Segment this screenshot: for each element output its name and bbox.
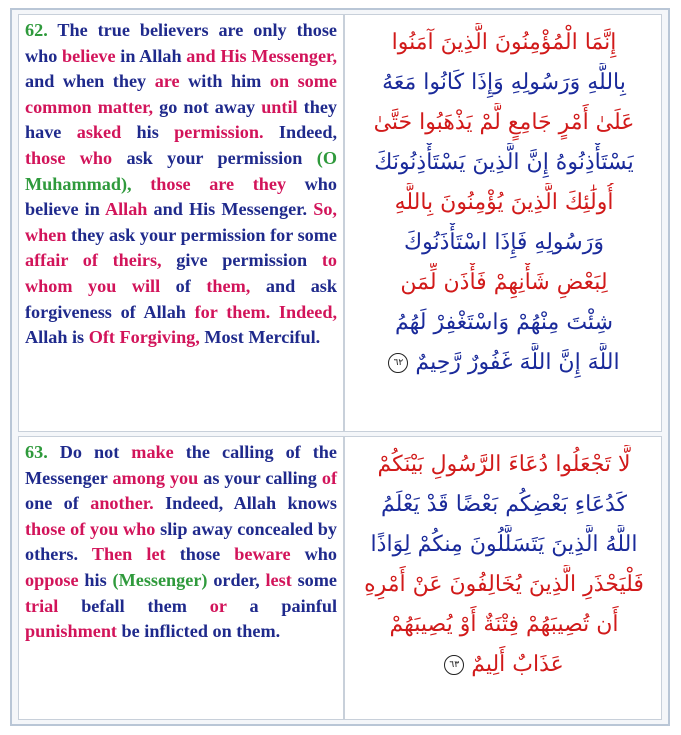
translation-segment: in Allah	[115, 45, 187, 66]
arabic-line	[357, 645, 651, 685]
translation-segment: them,	[206, 275, 251, 296]
translation-segment: his	[78, 569, 113, 590]
arabic-line	[357, 343, 651, 383]
arabic-line-text: عَذَابٌ أَلِيمٌ	[471, 652, 564, 677]
verse-end-marker: ٦٢	[388, 353, 408, 373]
translation-segment: Allah is	[25, 327, 89, 348]
arabic-line	[357, 303, 651, 343]
arabic-line	[357, 223, 651, 263]
arabic-line-text: أُولَٰئِكَ الَّذِينَ يُؤْمِنُونَ بِاللَّهِ	[394, 190, 614, 215]
arabic-line-text: إِنَّمَا الْمُؤْمِنُونَ الَّذِينَ آمَنُوا	[391, 30, 617, 55]
translation-segment: His Messenger,	[215, 45, 337, 66]
arabic-line	[357, 565, 651, 605]
translation-segment: they have	[25, 96, 337, 143]
translation-segment: are	[154, 71, 180, 92]
english-translation	[19, 15, 345, 431]
translation-segment: with him	[179, 71, 270, 92]
translation-segment: affair of theirs,	[25, 250, 162, 271]
translation-segment: Most Merciful.	[199, 327, 321, 348]
translation-segment: as your calling	[198, 467, 322, 488]
translation-segment: or	[209, 595, 227, 616]
translation-segment: ask your permission	[112, 147, 317, 168]
translation-segment: of	[321, 467, 337, 488]
translation-segment: go not away	[153, 96, 262, 117]
translation-segment: asked	[76, 122, 122, 143]
translation-segment: those who	[25, 147, 113, 168]
arabic-line-text: شِئْتَ مِنْهُمْ وَاسْتَغْفِرْ لَهُمُ	[394, 310, 614, 335]
translation-segment: those	[165, 544, 235, 565]
translation-segment: his	[121, 122, 175, 143]
arabic-line	[357, 485, 651, 525]
translation-segment: give permission	[161, 250, 322, 271]
translation-segment: a painful	[226, 595, 337, 616]
verse-end-marker: ٦٣	[444, 655, 464, 675]
translation-segment: trial	[25, 595, 59, 616]
translation-segment: and ask forgiveness of Allah	[25, 275, 337, 322]
translation-segment: and when they	[25, 71, 155, 92]
translation-segment: punishment	[25, 621, 117, 642]
arabic-text	[347, 437, 661, 719]
verse-row	[18, 436, 662, 720]
translation-segment: those are they	[131, 173, 305, 194]
arabic-line-text: اللَّهُ الَّذِينَ يَتَسَلَّلُونَ مِنكُمْ لِوَاذًا	[370, 532, 638, 557]
translation-segment: befall them	[58, 595, 210, 616]
arabic-line-text: اللَّهَ إِنَّ اللَّهَ غَفُورٌ رَّحِيمٌ	[415, 350, 620, 375]
translation-segment: beware	[234, 544, 291, 565]
translation-segment: (Messenger)	[112, 569, 208, 590]
translation-segment: Allah	[104, 199, 148, 220]
translation-segment: oppose	[25, 569, 79, 590]
verse-number: 62.	[25, 20, 48, 40]
arabic-line	[357, 63, 651, 103]
arabic-line	[357, 183, 651, 223]
arabic-line-text: عَلَىٰ أَمْرٍ جَامِعٍ لَّمْ يَذْهَبُوا حَتَّىٰ	[373, 110, 635, 135]
arabic-line	[357, 605, 651, 645]
arabic-text	[347, 15, 661, 431]
translation-segment: slip away concealed by others.	[25, 518, 338, 565]
arabic-line	[357, 103, 651, 143]
translation-segment: who believe in	[25, 173, 337, 220]
arabic-line-text: بِاللَّهِ وَرَسُولِهِ وَإِذَا كَانُوا مَعَهُ	[382, 70, 626, 95]
translation-segment: Do not	[47, 442, 132, 462]
arabic-line-text: فَلْيَحْذَرِ الَّذِينَ يُخَالِفُونَ عَنْ أَمْرِهِ	[364, 572, 644, 597]
translation-segment: make	[131, 442, 174, 462]
translation-segment: Indeed, Allah knows	[153, 493, 337, 514]
translation-segment: they ask your permission for some	[66, 224, 337, 245]
arabic-line	[357, 445, 651, 485]
arabic-line	[357, 143, 651, 183]
translation-segment: until	[261, 96, 298, 117]
translation-segment: permission.	[174, 122, 264, 143]
translation-segment: Then let	[91, 544, 166, 565]
translation-segment: The true believers are only those who	[25, 20, 337, 66]
translation-segment: (O Muhammad),	[25, 147, 337, 194]
verse-table	[10, 8, 670, 726]
translation-segment: believe	[62, 45, 116, 66]
english-translation	[19, 437, 345, 719]
translation-segment: for them. Indeed,	[194, 301, 338, 322]
arabic-line-text: أَن تُصِيبَهُمْ فِتْنَةٌ أَوْ يُصِيبَهُمْ	[389, 612, 619, 637]
arabic-line	[357, 263, 651, 303]
translation-segment: lest	[265, 569, 292, 590]
arabic-line	[357, 525, 651, 565]
translation-segment: those of you who	[25, 518, 156, 539]
arabic-line-text: وَرَسُولِهِ فَإِذَا اسْتَأْذَنُوكَ	[404, 230, 604, 255]
translation-segment: Indeed,	[263, 122, 338, 143]
arabic-line-text: يَسْتَأْذِنُوهُ إِنَّ الَّذِينَ يَسْتَأْذِنُونَكَ	[374, 150, 634, 175]
verse-number: 63.	[25, 442, 48, 462]
translation-segment: to whom you will	[25, 250, 337, 296]
arabic-line-text: لَّا تَجْعَلُوا دُعَاءَ الرَّسُولِ بَيْنَكُمْ	[377, 452, 631, 477]
arabic-line	[357, 23, 651, 63]
translation-segment: and His Messenger.	[147, 199, 314, 220]
translation-segment: who	[290, 544, 337, 565]
translation-segment: the calling of the Messenger	[25, 442, 337, 488]
translation-segment: one of	[25, 493, 91, 514]
translation-segment: So, when	[25, 199, 337, 245]
translation-segment: be inflicted on them.	[117, 621, 281, 642]
translation-segment: some	[291, 569, 337, 590]
translation-segment: of	[160, 275, 207, 296]
arabic-line-text: كَدُعَاءِ بَعْضِكُم بَعْضًا قَدْ يَعْلَمُ	[380, 492, 628, 517]
translation-segment: order,	[207, 569, 266, 590]
translation-segment: among you	[112, 467, 199, 488]
translation-segment: another.	[90, 493, 154, 514]
verse-row	[18, 14, 662, 432]
translation-segment: on some common matter,	[25, 71, 338, 117]
translation-segment: Oft Forgiving,	[88, 327, 200, 348]
arabic-line-text: لِبَعْضِ شَأْنِهِمْ فَأْذَن لِّمَن	[400, 270, 608, 295]
translation-segment: and	[186, 45, 216, 66]
